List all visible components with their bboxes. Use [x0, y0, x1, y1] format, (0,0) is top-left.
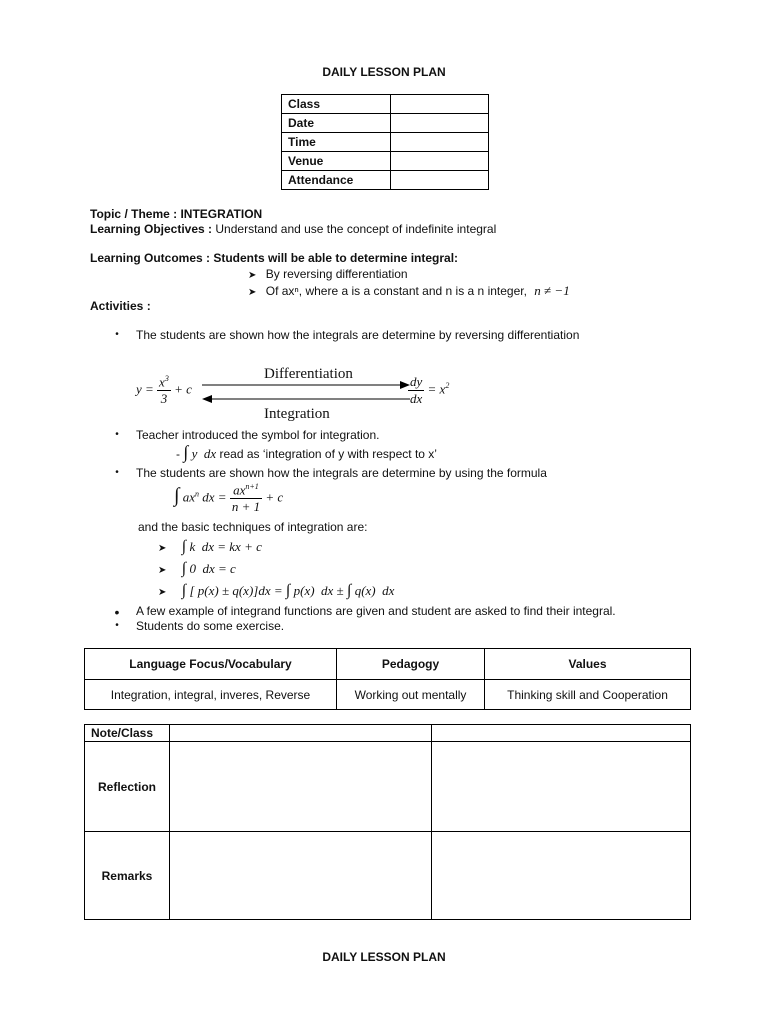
outcomes-label: Learning Outcomes : Students will be able to determine integral:: [90, 251, 459, 265]
integration-label: Integration: [264, 406, 330, 422]
info-value-time[interactable]: [391, 133, 489, 152]
activities-label: Activities :: [90, 299, 151, 313]
integral-sign-icon: ∫: [174, 484, 180, 507]
header-language-focus: Language Focus/Vocabulary: [85, 649, 337, 680]
remarks-label: Remarks: [85, 832, 170, 920]
arrow-left-icon: [202, 395, 212, 403]
info-row-attendance: [282, 171, 489, 190]
integral-sign-icon: ∫: [181, 560, 187, 577]
header-values: Values: [485, 649, 691, 680]
cell-language-focus: Integration, integral, inveres, Reverse: [85, 680, 337, 710]
outcome-condition: n ≠ −1: [534, 283, 570, 298]
outcome-item: [248, 283, 570, 299]
reflection-cell[interactable]: [170, 742, 432, 832]
footer-title: DAILY LESSON PLAN: [322, 950, 446, 964]
info-label-attendance: Attendance: [282, 171, 391, 190]
activity-3: The students are shown how the integrals are determine by using the formula: [136, 466, 547, 480]
remarks-cell[interactable]: [432, 832, 691, 920]
arrowhead-bullet-icon: ➤: [158, 565, 167, 576]
diff-int-arrows: [200, 378, 412, 406]
diff-int-diagram: [136, 368, 476, 426]
activity-5: Students do some exercise.: [136, 619, 285, 633]
info-label-venue: Venue: [282, 152, 391, 171]
reflection-cell[interactable]: [432, 742, 691, 832]
info-table: [281, 94, 489, 190]
integral-sign-icon: ∫: [183, 442, 189, 462]
integral-sign-icon: ∫: [181, 538, 187, 555]
note-class-cell[interactable]: [432, 725, 691, 742]
power-rule-formula: ∫ $ax^n$ dx = $\frac{ax^{n+1}}{n + 1}$ + c: [174, 482, 284, 515]
integral-symbol-desc: read as ‘integration of y with respect to x’: [219, 447, 437, 461]
activity-1: The students are shown how the integrals are determine by reversing differentiation: [136, 328, 580, 342]
reflection-label: Reflection: [85, 742, 170, 832]
note-class-label: Note/Class: [85, 725, 170, 742]
objectives-label: Learning Objectives :: [90, 222, 213, 236]
technique-constant: ➤ ∫ k dx = kx + c: [158, 538, 262, 555]
info-row-venue: [282, 152, 489, 171]
antiderivative-expression: y = $\frac{x^3}{3}$ + c: [136, 374, 192, 407]
info-value-attendance[interactable]: [391, 171, 489, 190]
info-value-venue[interactable]: [391, 152, 489, 171]
arrowhead-bullet-icon: ➤: [248, 270, 257, 281]
info-row-time: [282, 133, 489, 152]
info-row-class: [282, 95, 489, 114]
arrowhead-bullet-icon: ➤: [158, 543, 167, 554]
arrowhead-bullet-icon: ➤: [158, 587, 167, 598]
integral-sign-icon: ∫: [181, 582, 187, 599]
topic-line: Topic / Theme : INTEGRATION: [90, 207, 263, 221]
outcome-text: Of axⁿ, where a is a constant and n is a n integer,: [265, 284, 527, 298]
info-label-class: Class: [282, 95, 391, 114]
info-value-date[interactable]: [391, 114, 489, 133]
outcome-item: [248, 267, 408, 281]
bullet-icon: •: [114, 604, 120, 620]
values-table: [84, 648, 691, 710]
cell-values: Thinking skill and Cooperation: [485, 680, 691, 710]
activity-2: Teacher introduced the symbol for integration.: [136, 428, 380, 442]
activity-4: A few example of integrand functions are given and student are asked to find their integral.: [136, 604, 616, 618]
bullet-icon: •: [115, 467, 119, 478]
remarks-cell[interactable]: [170, 832, 432, 920]
technique-zero: ➤ ∫ 0 dx = c: [158, 560, 236, 577]
info-label-date: Date: [282, 114, 391, 133]
outcome-text: By reversing differentiation: [265, 267, 408, 281]
techniques-intro: and the basic techniques of integration are:: [138, 520, 368, 534]
info-row-date: [282, 114, 489, 133]
page-title: DAILY LESSON PLAN: [322, 65, 446, 79]
header-pedagogy: Pedagogy: [337, 649, 485, 680]
bullet-icon: •: [115, 620, 119, 631]
cell-pedagogy: Working out mentally: [337, 680, 485, 710]
arrowhead-bullet-icon: ➤: [248, 287, 257, 298]
bullet-icon: •: [115, 429, 119, 440]
integral-symbol-line: - ∫ y dx read as ‘integration of y with respect to x’: [176, 442, 437, 462]
objectives-line: [90, 222, 496, 236]
note-class-cell[interactable]: [170, 725, 432, 742]
info-value-class[interactable]: [391, 95, 489, 114]
technique-sum: ➤ ∫ [ p(x) ± q(x)]dx = ∫ p(x) dx ± ∫ q(x) dx: [158, 582, 395, 599]
info-label-time: Time: [282, 133, 391, 152]
differentiation-label: Differentiation: [264, 366, 353, 382]
objectives-text: Understand and use the concept of indefinite integral: [215, 222, 497, 236]
bullet-icon: •: [115, 329, 119, 340]
derivative-expression: $\frac{dy}{dx}$ = $x^2$: [410, 374, 450, 406]
notes-table: [84, 724, 691, 920]
